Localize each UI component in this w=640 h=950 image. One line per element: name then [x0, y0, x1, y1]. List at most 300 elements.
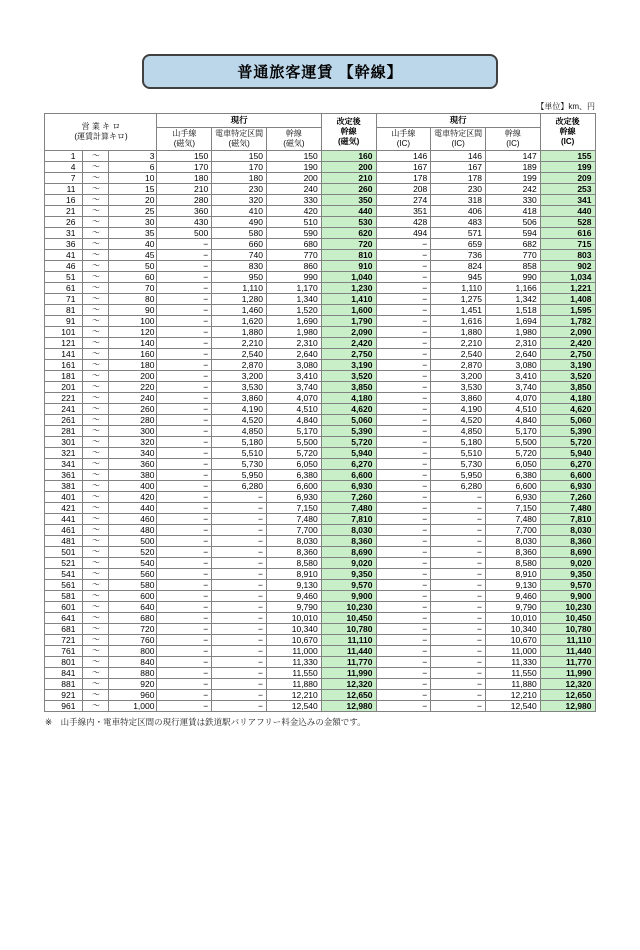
fare-yamanote-ic-cell: −	[376, 458, 431, 469]
fare-tokutei-magnetic-cell: 320	[212, 194, 267, 205]
fare-revised-ic-cell: 12,980	[540, 700, 595, 711]
table-row	[45, 381, 595, 392]
fare-tokutei-magnetic-cell: −	[212, 524, 267, 535]
fare-revised-magnetic-cell: 5,060	[321, 414, 376, 425]
fare-kansen-magnetic-cell: 680	[266, 238, 321, 249]
fare-kansen-magnetic-cell: 5,170	[266, 425, 321, 436]
km-from-cell: 561	[45, 579, 83, 590]
tilde-cell: ～	[83, 293, 109, 304]
page-title	[142, 54, 498, 89]
fare-revised-ic-cell: 2,420	[540, 337, 595, 348]
fare-yamanote-ic-cell: 208	[376, 183, 431, 194]
header-kansen-ic-line1: 幹線	[504, 128, 521, 138]
fare-revised-magnetic-cell: 10,780	[321, 623, 376, 634]
km-to-cell: 260	[109, 403, 157, 414]
fare-yamanote-magnetic-cell: −	[157, 546, 212, 557]
tilde-cell: ～	[83, 447, 109, 458]
fare-tokutei-magnetic-cell: 5,730	[212, 458, 267, 469]
fare-yamanote-ic-cell: 351	[376, 205, 431, 216]
km-from-cell: 361	[45, 469, 83, 480]
tilde-cell: ～	[83, 689, 109, 700]
fare-tokutei-magnetic-cell: 490	[212, 216, 267, 227]
km-to-cell: 3	[109, 150, 157, 161]
tilde-cell: ～	[83, 700, 109, 711]
fare-tokutei-ic-cell: 736	[431, 249, 486, 260]
fare-yamanote-ic-cell: 167	[376, 161, 431, 172]
fare-tokutei-ic-cell: 1,110	[431, 282, 486, 293]
fare-yamanote-magnetic-cell: 170	[157, 161, 212, 172]
fare-yamanote-magnetic-cell: −	[157, 579, 212, 590]
fare-revised-ic-cell: 3,190	[540, 359, 595, 370]
tilde-cell: ～	[83, 480, 109, 491]
fare-tokutei-ic-cell: 318	[431, 194, 486, 205]
fare-tokutei-ic-cell: 483	[431, 216, 486, 227]
fare-tokutei-magnetic-cell: 3,860	[212, 392, 267, 403]
fare-yamanote-ic-cell: −	[376, 271, 431, 282]
tilde-cell: ～	[83, 579, 109, 590]
fare-kansen-magnetic-cell: 3,410	[266, 370, 321, 381]
fare-yamanote-ic-cell: −	[376, 436, 431, 447]
fare-revised-magnetic-cell: 11,110	[321, 634, 376, 645]
fare-tokutei-magnetic-cell: 4,520	[212, 414, 267, 425]
fare-tokutei-magnetic-cell: −	[212, 678, 267, 689]
fare-revised-magnetic-cell: 9,900	[321, 590, 376, 601]
table-row	[45, 392, 595, 403]
tilde-cell: ～	[83, 304, 109, 315]
fare-yamanote-ic-cell: −	[376, 480, 431, 491]
fare-kansen-magnetic-cell: 11,880	[266, 678, 321, 689]
fare-revised-ic-cell: 341	[540, 194, 595, 205]
header-yamanote-magnetic-line2: (磁気)	[173, 138, 196, 148]
header-yamanote-ic-line1: 山手線	[391, 128, 416, 138]
header-tokutei-magnetic	[212, 127, 267, 150]
km-from-cell: 841	[45, 667, 83, 678]
fare-tokutei-magnetic-cell: 740	[212, 249, 267, 260]
table-row	[45, 601, 595, 612]
fare-kansen-magnetic-cell: 8,580	[266, 557, 321, 568]
fare-kansen-ic-cell: 2,640	[486, 348, 541, 359]
fare-kansen-magnetic-cell: 9,130	[266, 579, 321, 590]
fare-yamanote-magnetic-cell: −	[157, 623, 212, 634]
km-to-cell: 60	[109, 271, 157, 282]
km-to-cell: 50	[109, 260, 157, 271]
tilde-cell: ～	[83, 634, 109, 645]
km-to-cell: 300	[109, 425, 157, 436]
fare-yamanote-ic-cell: −	[376, 557, 431, 568]
fare-tokutei-magnetic-cell: −	[212, 601, 267, 612]
fare-revised-magnetic-cell: 12,980	[321, 700, 376, 711]
fare-revised-ic-cell: 9,900	[540, 590, 595, 601]
fare-yamanote-magnetic-cell: −	[157, 634, 212, 645]
fare-kansen-ic-cell: 4,070	[486, 392, 541, 403]
header-current-ic: 現行	[376, 114, 540, 128]
fare-revised-ic-cell: 5,940	[540, 447, 595, 458]
fare-kansen-magnetic-cell: 8,360	[266, 546, 321, 557]
tilde-cell: ～	[83, 194, 109, 205]
km-to-cell: 80	[109, 293, 157, 304]
fare-revised-ic-cell: 1,221	[540, 282, 595, 293]
fare-tokutei-magnetic-cell: −	[212, 535, 267, 546]
fare-revised-ic-cell: 5,390	[540, 425, 595, 436]
km-from-cell: 381	[45, 480, 83, 491]
km-from-cell: 4	[45, 161, 83, 172]
km-to-cell: 220	[109, 381, 157, 392]
fare-kansen-ic-cell: 10,670	[486, 634, 541, 645]
fare-yamanote-magnetic-cell: 150	[157, 150, 212, 161]
header-revised-ic-label: 改定後	[555, 116, 580, 126]
fare-revised-ic-cell: 155	[540, 150, 595, 161]
table-row	[45, 271, 595, 282]
fare-yamanote-magnetic-cell: −	[157, 700, 212, 711]
fare-yamanote-ic-cell: −	[376, 568, 431, 579]
km-from-cell: 581	[45, 590, 83, 601]
fare-page	[0, 54, 640, 728]
fare-kansen-magnetic-cell: 190	[266, 161, 321, 172]
km-from-cell: 881	[45, 678, 83, 689]
fare-yamanote-ic-cell: −	[376, 590, 431, 601]
fare-tokutei-ic-cell: 824	[431, 260, 486, 271]
fare-yamanote-ic-cell: −	[376, 491, 431, 502]
tilde-cell: ～	[83, 359, 109, 370]
fare-tokutei-magnetic-cell: −	[212, 634, 267, 645]
fare-kansen-magnetic-cell: 11,550	[266, 667, 321, 678]
fare-tokutei-ic-cell: 1,275	[431, 293, 486, 304]
fare-table-header	[45, 114, 595, 151]
km-to-cell: 440	[109, 502, 157, 513]
fare-table	[44, 113, 595, 712]
fare-tokutei-ic-cell: −	[431, 656, 486, 667]
km-to-cell: 800	[109, 645, 157, 656]
fare-tokutei-magnetic-cell: −	[212, 612, 267, 623]
fare-revised-magnetic-cell: 5,390	[321, 425, 376, 436]
fare-yamanote-ic-cell: −	[376, 667, 431, 678]
km-from-cell: 341	[45, 458, 83, 469]
fare-kansen-magnetic-cell: 11,330	[266, 656, 321, 667]
fare-revised-magnetic-cell: 12,650	[321, 689, 376, 700]
fare-yamanote-ic-cell: −	[376, 282, 431, 293]
fare-yamanote-magnetic-cell: −	[157, 491, 212, 502]
table-row	[45, 469, 595, 480]
fare-yamanote-ic-cell: −	[376, 623, 431, 634]
fare-revised-ic-cell: 6,930	[540, 480, 595, 491]
fare-tokutei-ic-cell: 1,880	[431, 326, 486, 337]
fare-revised-ic-cell: 1,408	[540, 293, 595, 304]
fare-kansen-ic-cell: 1,166	[486, 282, 541, 293]
fare-revised-ic-cell: 8,690	[540, 546, 595, 557]
table-row	[45, 348, 595, 359]
fare-revised-magnetic-cell: 1,230	[321, 282, 376, 293]
fare-tokutei-ic-cell: 5,730	[431, 458, 486, 469]
fare-kansen-ic-cell: 7,700	[486, 524, 541, 535]
km-from-cell: 16	[45, 194, 83, 205]
fare-revised-magnetic-cell: 2,750	[321, 348, 376, 359]
fare-revised-ic-cell: 5,060	[540, 414, 595, 425]
fare-kansen-ic-cell: 330	[486, 194, 541, 205]
fare-kansen-ic-cell: 3,410	[486, 370, 541, 381]
fare-tokutei-magnetic-cell: −	[212, 623, 267, 634]
fare-kansen-magnetic-cell: 4,070	[266, 392, 321, 403]
table-row	[45, 172, 595, 183]
km-from-cell: 31	[45, 227, 83, 238]
fare-yamanote-ic-cell: −	[376, 645, 431, 656]
table-row	[45, 150, 595, 161]
fare-yamanote-ic-cell: −	[376, 700, 431, 711]
fare-kansen-ic-cell: 8,030	[486, 535, 541, 546]
fare-yamanote-magnetic-cell: −	[157, 403, 212, 414]
fare-yamanote-magnetic-cell: −	[157, 689, 212, 700]
fare-yamanote-ic-cell: −	[376, 293, 431, 304]
fare-kansen-magnetic-cell: 4,510	[266, 403, 321, 414]
km-from-cell: 1	[45, 150, 83, 161]
table-row	[45, 656, 595, 667]
fare-yamanote-magnetic-cell: −	[157, 667, 212, 678]
fare-yamanote-ic-cell: −	[376, 579, 431, 590]
km-to-cell: 70	[109, 282, 157, 293]
km-from-cell: 461	[45, 524, 83, 535]
fare-revised-magnetic-cell: 1,040	[321, 271, 376, 282]
km-from-cell: 421	[45, 502, 83, 513]
fare-tokutei-ic-cell: −	[431, 612, 486, 623]
fare-yamanote-magnetic-cell: −	[157, 612, 212, 623]
table-row	[45, 700, 595, 711]
fare-revised-magnetic-cell: 5,940	[321, 447, 376, 458]
table-row	[45, 183, 595, 194]
fare-tokutei-ic-cell: 4,850	[431, 425, 486, 436]
km-to-cell: 35	[109, 227, 157, 238]
km-to-cell: 540	[109, 557, 157, 568]
fare-kansen-magnetic-cell: 590	[266, 227, 321, 238]
fare-kansen-ic-cell: 770	[486, 249, 541, 260]
fare-kansen-ic-cell: 2,310	[486, 337, 541, 348]
table-row	[45, 678, 595, 689]
fare-yamanote-magnetic-cell: −	[157, 656, 212, 667]
header-tokutei-ic	[431, 127, 486, 150]
fare-kansen-ic-cell: 199	[486, 172, 541, 183]
tilde-cell: ～	[83, 436, 109, 447]
fare-revised-magnetic-cell: 4,620	[321, 403, 376, 414]
page-title-text: 普通旅客運賃 【幹線】	[237, 64, 403, 81]
tilde-cell: ～	[83, 601, 109, 612]
fare-yamanote-ic-cell: −	[376, 392, 431, 403]
tilde-cell: ～	[83, 513, 109, 524]
fare-tokutei-magnetic-cell: 1,280	[212, 293, 267, 304]
fare-kansen-magnetic-cell: 330	[266, 194, 321, 205]
fare-kansen-ic-cell: 9,460	[486, 590, 541, 601]
fare-tokutei-ic-cell: 406	[431, 205, 486, 216]
fare-tokutei-ic-cell: −	[431, 678, 486, 689]
fare-yamanote-ic-cell: −	[376, 326, 431, 337]
fare-kansen-ic-cell: 9,790	[486, 601, 541, 612]
table-row	[45, 502, 595, 513]
unit-note: 【単位】km、円	[536, 102, 595, 111]
km-to-cell: 720	[109, 623, 157, 634]
fare-tokutei-ic-cell: −	[431, 689, 486, 700]
fare-revised-ic-cell: 209	[540, 172, 595, 183]
fare-yamanote-magnetic-cell: −	[157, 458, 212, 469]
tilde-cell: ～	[83, 645, 109, 656]
tilde-cell: ～	[83, 315, 109, 326]
table-row	[45, 546, 595, 557]
fare-tokutei-ic-cell: 4,190	[431, 403, 486, 414]
table-row	[45, 491, 595, 502]
km-to-cell: 360	[109, 458, 157, 469]
tilde-cell: ～	[83, 656, 109, 667]
fare-tokutei-ic-cell: 1,616	[431, 315, 486, 326]
fare-revised-ic-cell: 7,480	[540, 502, 595, 513]
fare-revised-magnetic-cell: 5,720	[321, 436, 376, 447]
fare-revised-magnetic-cell: 3,190	[321, 359, 376, 370]
fare-tokutei-ic-cell: 659	[431, 238, 486, 249]
fare-revised-magnetic-cell: 1,410	[321, 293, 376, 304]
tilde-cell: ～	[83, 238, 109, 249]
fare-yamanote-ic-cell: −	[376, 348, 431, 359]
tilde-cell: ～	[83, 381, 109, 392]
header-kilo-line1: 営 業 キ ロ	[81, 121, 121, 131]
fare-revised-magnetic-cell: 7,260	[321, 491, 376, 502]
fare-tokutei-ic-cell: 178	[431, 172, 486, 183]
km-to-cell: 40	[109, 238, 157, 249]
fare-kansen-magnetic-cell: 1,980	[266, 326, 321, 337]
fare-revised-ic-cell: 5,720	[540, 436, 595, 447]
fare-tokutei-ic-cell: 6,280	[431, 480, 486, 491]
table-row	[45, 568, 595, 579]
table-row	[45, 667, 595, 678]
km-from-cell: 301	[45, 436, 83, 447]
fare-kansen-magnetic-cell: 8,910	[266, 568, 321, 579]
fare-revised-magnetic-cell: 8,360	[321, 535, 376, 546]
fare-kansen-ic-cell: 10,010	[486, 612, 541, 623]
fare-revised-ic-cell: 2,750	[540, 348, 595, 359]
header-yamanote-magnetic	[157, 127, 212, 150]
km-from-cell: 141	[45, 348, 83, 359]
km-from-cell: 801	[45, 656, 83, 667]
table-row	[45, 458, 595, 469]
fare-revised-magnetic-cell: 6,270	[321, 458, 376, 469]
fare-tokutei-magnetic-cell: 3,530	[212, 381, 267, 392]
fare-yamanote-ic-cell: 146	[376, 150, 431, 161]
fare-tokutei-ic-cell: 2,540	[431, 348, 486, 359]
fare-kansen-ic-cell: 6,050	[486, 458, 541, 469]
fare-revised-magnetic-cell: 10,450	[321, 612, 376, 623]
fare-kansen-ic-cell: 11,550	[486, 667, 541, 678]
table-row	[45, 513, 595, 524]
fare-yamanote-magnetic-cell: −	[157, 392, 212, 403]
fare-kansen-magnetic-cell: 2,310	[266, 337, 321, 348]
fare-kansen-magnetic-cell: 9,460	[266, 590, 321, 601]
table-row	[45, 623, 595, 634]
header-kilo-line2: (運賃計算キロ)	[74, 131, 128, 141]
km-from-cell: 7	[45, 172, 83, 183]
header-revised-magnetic	[321, 114, 376, 151]
fare-yamanote-ic-cell: −	[376, 238, 431, 249]
fare-tokutei-magnetic-cell: 5,950	[212, 469, 267, 480]
header-yamanote-ic	[376, 127, 431, 150]
table-row	[45, 161, 595, 172]
km-from-cell: 441	[45, 513, 83, 524]
fare-revised-ic-cell: 6,270	[540, 458, 595, 469]
fare-kansen-ic-cell: 8,580	[486, 557, 541, 568]
fare-tokutei-ic-cell: 146	[431, 150, 486, 161]
header-tokutei-magnetic-line2: (磁気)	[228, 138, 250, 148]
fare-kansen-ic-cell: 990	[486, 271, 541, 282]
tilde-cell: ～	[83, 150, 109, 161]
km-to-cell: 45	[109, 249, 157, 260]
fare-yamanote-ic-cell: −	[376, 546, 431, 557]
fare-yamanote-magnetic-cell: −	[157, 414, 212, 425]
km-to-cell: 500	[109, 535, 157, 546]
header-yamanote-magnetic-line1: 山手線	[172, 128, 197, 138]
fare-kansen-ic-cell: 3,080	[486, 359, 541, 370]
table-row	[45, 205, 595, 216]
fare-revised-ic-cell: 803	[540, 249, 595, 260]
km-to-cell: 100	[109, 315, 157, 326]
fare-kansen-magnetic-cell: 8,030	[266, 535, 321, 546]
fare-revised-magnetic-cell: 6,930	[321, 480, 376, 491]
fare-yamanote-magnetic-cell: 210	[157, 183, 212, 194]
fare-revised-ic-cell: 12,650	[540, 689, 595, 700]
km-to-cell: 340	[109, 447, 157, 458]
fare-revised-ic-cell: 11,440	[540, 645, 595, 656]
fare-tokutei-magnetic-cell: 5,510	[212, 447, 267, 458]
fare-tokutei-ic-cell: 5,950	[431, 469, 486, 480]
fare-revised-magnetic-cell: 8,030	[321, 524, 376, 535]
fare-kansen-ic-cell: 594	[486, 227, 541, 238]
fare-yamanote-magnetic-cell: −	[157, 326, 212, 337]
km-from-cell: 641	[45, 612, 83, 623]
fare-tokutei-magnetic-cell: 230	[212, 183, 267, 194]
fare-kansen-ic-cell: 5,170	[486, 425, 541, 436]
fare-revised-magnetic-cell: 620	[321, 227, 376, 238]
header-kansen-ic-line2: (IC)	[506, 138, 520, 148]
fare-yamanote-ic-cell: −	[376, 249, 431, 260]
km-from-cell: 81	[45, 304, 83, 315]
fare-yamanote-ic-cell: −	[376, 678, 431, 689]
fare-yamanote-magnetic-cell: −	[157, 502, 212, 513]
tilde-cell: ～	[83, 623, 109, 634]
fare-yamanote-ic-cell: 274	[376, 194, 431, 205]
header-revised-ic-suffix: (IC)	[560, 136, 575, 146]
fare-yamanote-magnetic-cell: −	[157, 678, 212, 689]
fare-yamanote-ic-cell: −	[376, 513, 431, 524]
header-revised-ic-kansen: 幹線	[559, 126, 576, 136]
fare-tokutei-magnetic-cell: 830	[212, 260, 267, 271]
fare-tokutei-magnetic-cell: 580	[212, 227, 267, 238]
fare-revised-magnetic-cell: 7,480	[321, 502, 376, 513]
table-row	[45, 403, 595, 414]
fare-tokutei-ic-cell: 1,451	[431, 304, 486, 315]
fare-tokutei-magnetic-cell: 2,870	[212, 359, 267, 370]
fare-kansen-magnetic-cell: 1,340	[266, 293, 321, 304]
fare-kansen-ic-cell: 7,150	[486, 502, 541, 513]
fare-yamanote-ic-cell: −	[376, 315, 431, 326]
km-from-cell: 41	[45, 249, 83, 260]
table-row	[45, 557, 595, 568]
fare-revised-magnetic-cell: 2,420	[321, 337, 376, 348]
km-from-cell: 21	[45, 205, 83, 216]
km-to-cell: 560	[109, 568, 157, 579]
fare-yamanote-ic-cell: 178	[376, 172, 431, 183]
table-row	[45, 337, 595, 348]
fare-yamanote-ic-cell: −	[376, 502, 431, 513]
fare-yamanote-magnetic-cell: −	[157, 469, 212, 480]
fare-kansen-ic-cell: 147	[486, 150, 541, 161]
fare-kansen-ic-cell: 506	[486, 216, 541, 227]
fare-revised-magnetic-cell: 10,230	[321, 601, 376, 612]
table-row	[45, 689, 595, 700]
fare-revised-ic-cell: 9,570	[540, 579, 595, 590]
fare-kansen-ic-cell: 1,342	[486, 293, 541, 304]
fare-kansen-ic-cell: 4,840	[486, 414, 541, 425]
